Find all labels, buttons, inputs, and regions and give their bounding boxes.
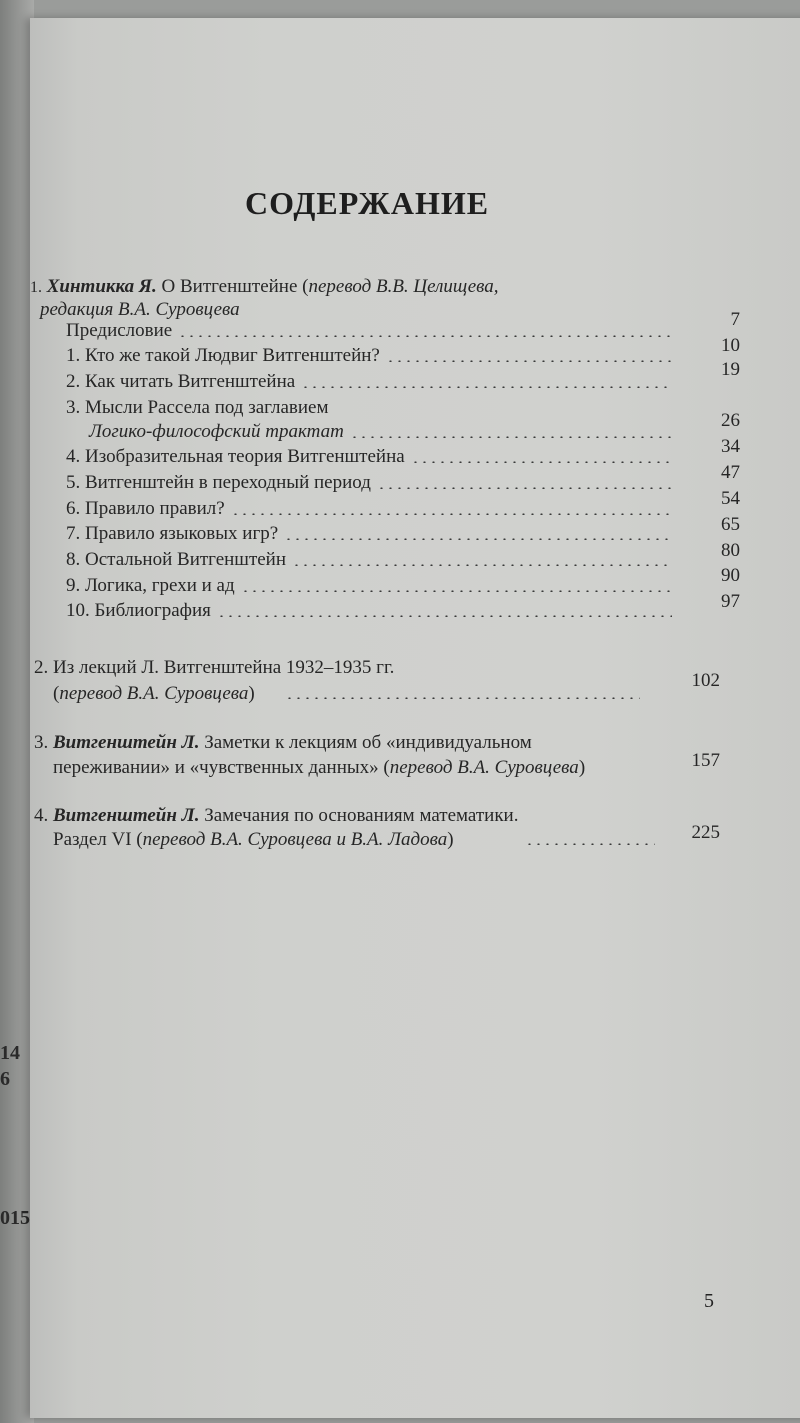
toc-entry-label: 9. Логика, грехи и ад <box>66 575 235 596</box>
toc-entry <box>66 446 405 468</box>
dot-leader <box>350 436 672 438</box>
dot-leader <box>301 386 672 388</box>
page-number-ref: 7 <box>730 309 740 330</box>
toc-entry <box>66 371 295 393</box>
dot-leader <box>217 615 672 617</box>
page-number-ref: 157 <box>691 750 720 771</box>
toc-section-3-line2: переживании» и «чувственных данных» (перевод В.А. Суровцева) <box>53 757 586 778</box>
author-name: Хинтикка Я. <box>46 276 157 297</box>
toc-entry <box>66 320 172 342</box>
dot-leader <box>231 513 672 515</box>
dot-leader <box>241 590 672 592</box>
page-number-ref: 102 <box>691 670 720 691</box>
page-number-ref: 65 <box>721 514 740 535</box>
toc-section-4-line1: 4. Витгенштейн Л. Замечания по основаниям математики. <box>34 805 519 826</box>
dot-leader <box>284 538 672 540</box>
page-number-ref: 10 <box>721 335 740 356</box>
page-number-ref: 19 <box>721 359 740 380</box>
page-title: СОДЕРЖАНИЕ <box>245 185 490 221</box>
toc-section-1-editor: редакция В.А. Суровцева <box>40 299 240 320</box>
toc-entry-label: Предисловие <box>66 320 173 341</box>
dot-leader <box>178 335 672 337</box>
page-number-ref: 34 <box>721 436 740 457</box>
page-number-ref: 80 <box>721 540 740 561</box>
toc-entry-label: 8. Остальной Витгенштейн <box>66 549 287 570</box>
toc-entry-label: 1. Кто же такой Людвиг Витгенштейн? <box>66 345 380 366</box>
toc-entry <box>66 345 380 367</box>
toc-entry <box>66 523 278 545</box>
page-number-ref: 26 <box>721 410 740 431</box>
toc-entry-label: 7. Правило языковых игр? <box>66 523 279 544</box>
edge-number: 14 <box>0 1042 20 1064</box>
toc-entry <box>66 472 371 494</box>
toc-entry <box>89 421 344 443</box>
toc-entry-label: 2. Как читать Витгенштейна <box>66 371 296 392</box>
toc-section-1-title: 1. Хинтикка Я. О Витгенштейне (перевод В.В. Целищева, <box>30 276 499 297</box>
dot-leader <box>377 487 672 489</box>
dot-leader <box>285 697 640 699</box>
dot-leader <box>292 564 672 566</box>
toc-section-2-line2: (перевод В.А. Суровцева) <box>53 683 255 704</box>
dot-leader <box>386 360 672 362</box>
edge-number: 6 <box>0 1068 10 1090</box>
toc-entry <box>66 549 286 571</box>
toc-entry-label: Логико-философский трактат <box>89 421 344 442</box>
toc-section-3-line1: 3. Витгенштейн Л. Заметки к лекциям об «индивидуальном <box>34 732 532 753</box>
toc-entry <box>66 575 235 597</box>
page-number: 5 <box>704 1290 714 1312</box>
toc-entry-label: 3. Мысли Рассела под заглавием <box>66 397 329 418</box>
page-number-ref: 47 <box>721 462 740 483</box>
page-number-ref: 90 <box>721 565 740 586</box>
dot-leader <box>411 461 672 463</box>
toc-entry-label: 5. Витгенштейн в переходный период <box>66 472 371 493</box>
page-number-ref: 225 <box>691 822 720 843</box>
dot-leader <box>525 843 655 845</box>
toc-section-2-line1: 2. Из лекций Л. Витгенштейна 1932–1935 гг. <box>34 657 395 678</box>
toc-entry-label: 4. Изобразительная теория Витгенштейна <box>66 446 405 467</box>
toc-entry <box>66 498 225 520</box>
toc-entry-label: 6. Правило правил? <box>66 498 225 519</box>
toc-entry <box>66 600 211 622</box>
author-name: Витгенштейн Л. <box>53 805 200 826</box>
toc-section-4-line2: Раздел VI (перевод В.А. Суровцева и В.А. Ладова) <box>53 829 454 850</box>
page-number-ref: 54 <box>721 488 740 509</box>
toc-entry <box>66 397 329 419</box>
author-name: Витгенштейн Л. <box>53 732 200 753</box>
toc-entry-label: 10. Библиография <box>66 600 211 621</box>
page-number-ref: 97 <box>721 591 740 612</box>
edge-number: 015 <box>0 1207 30 1229</box>
